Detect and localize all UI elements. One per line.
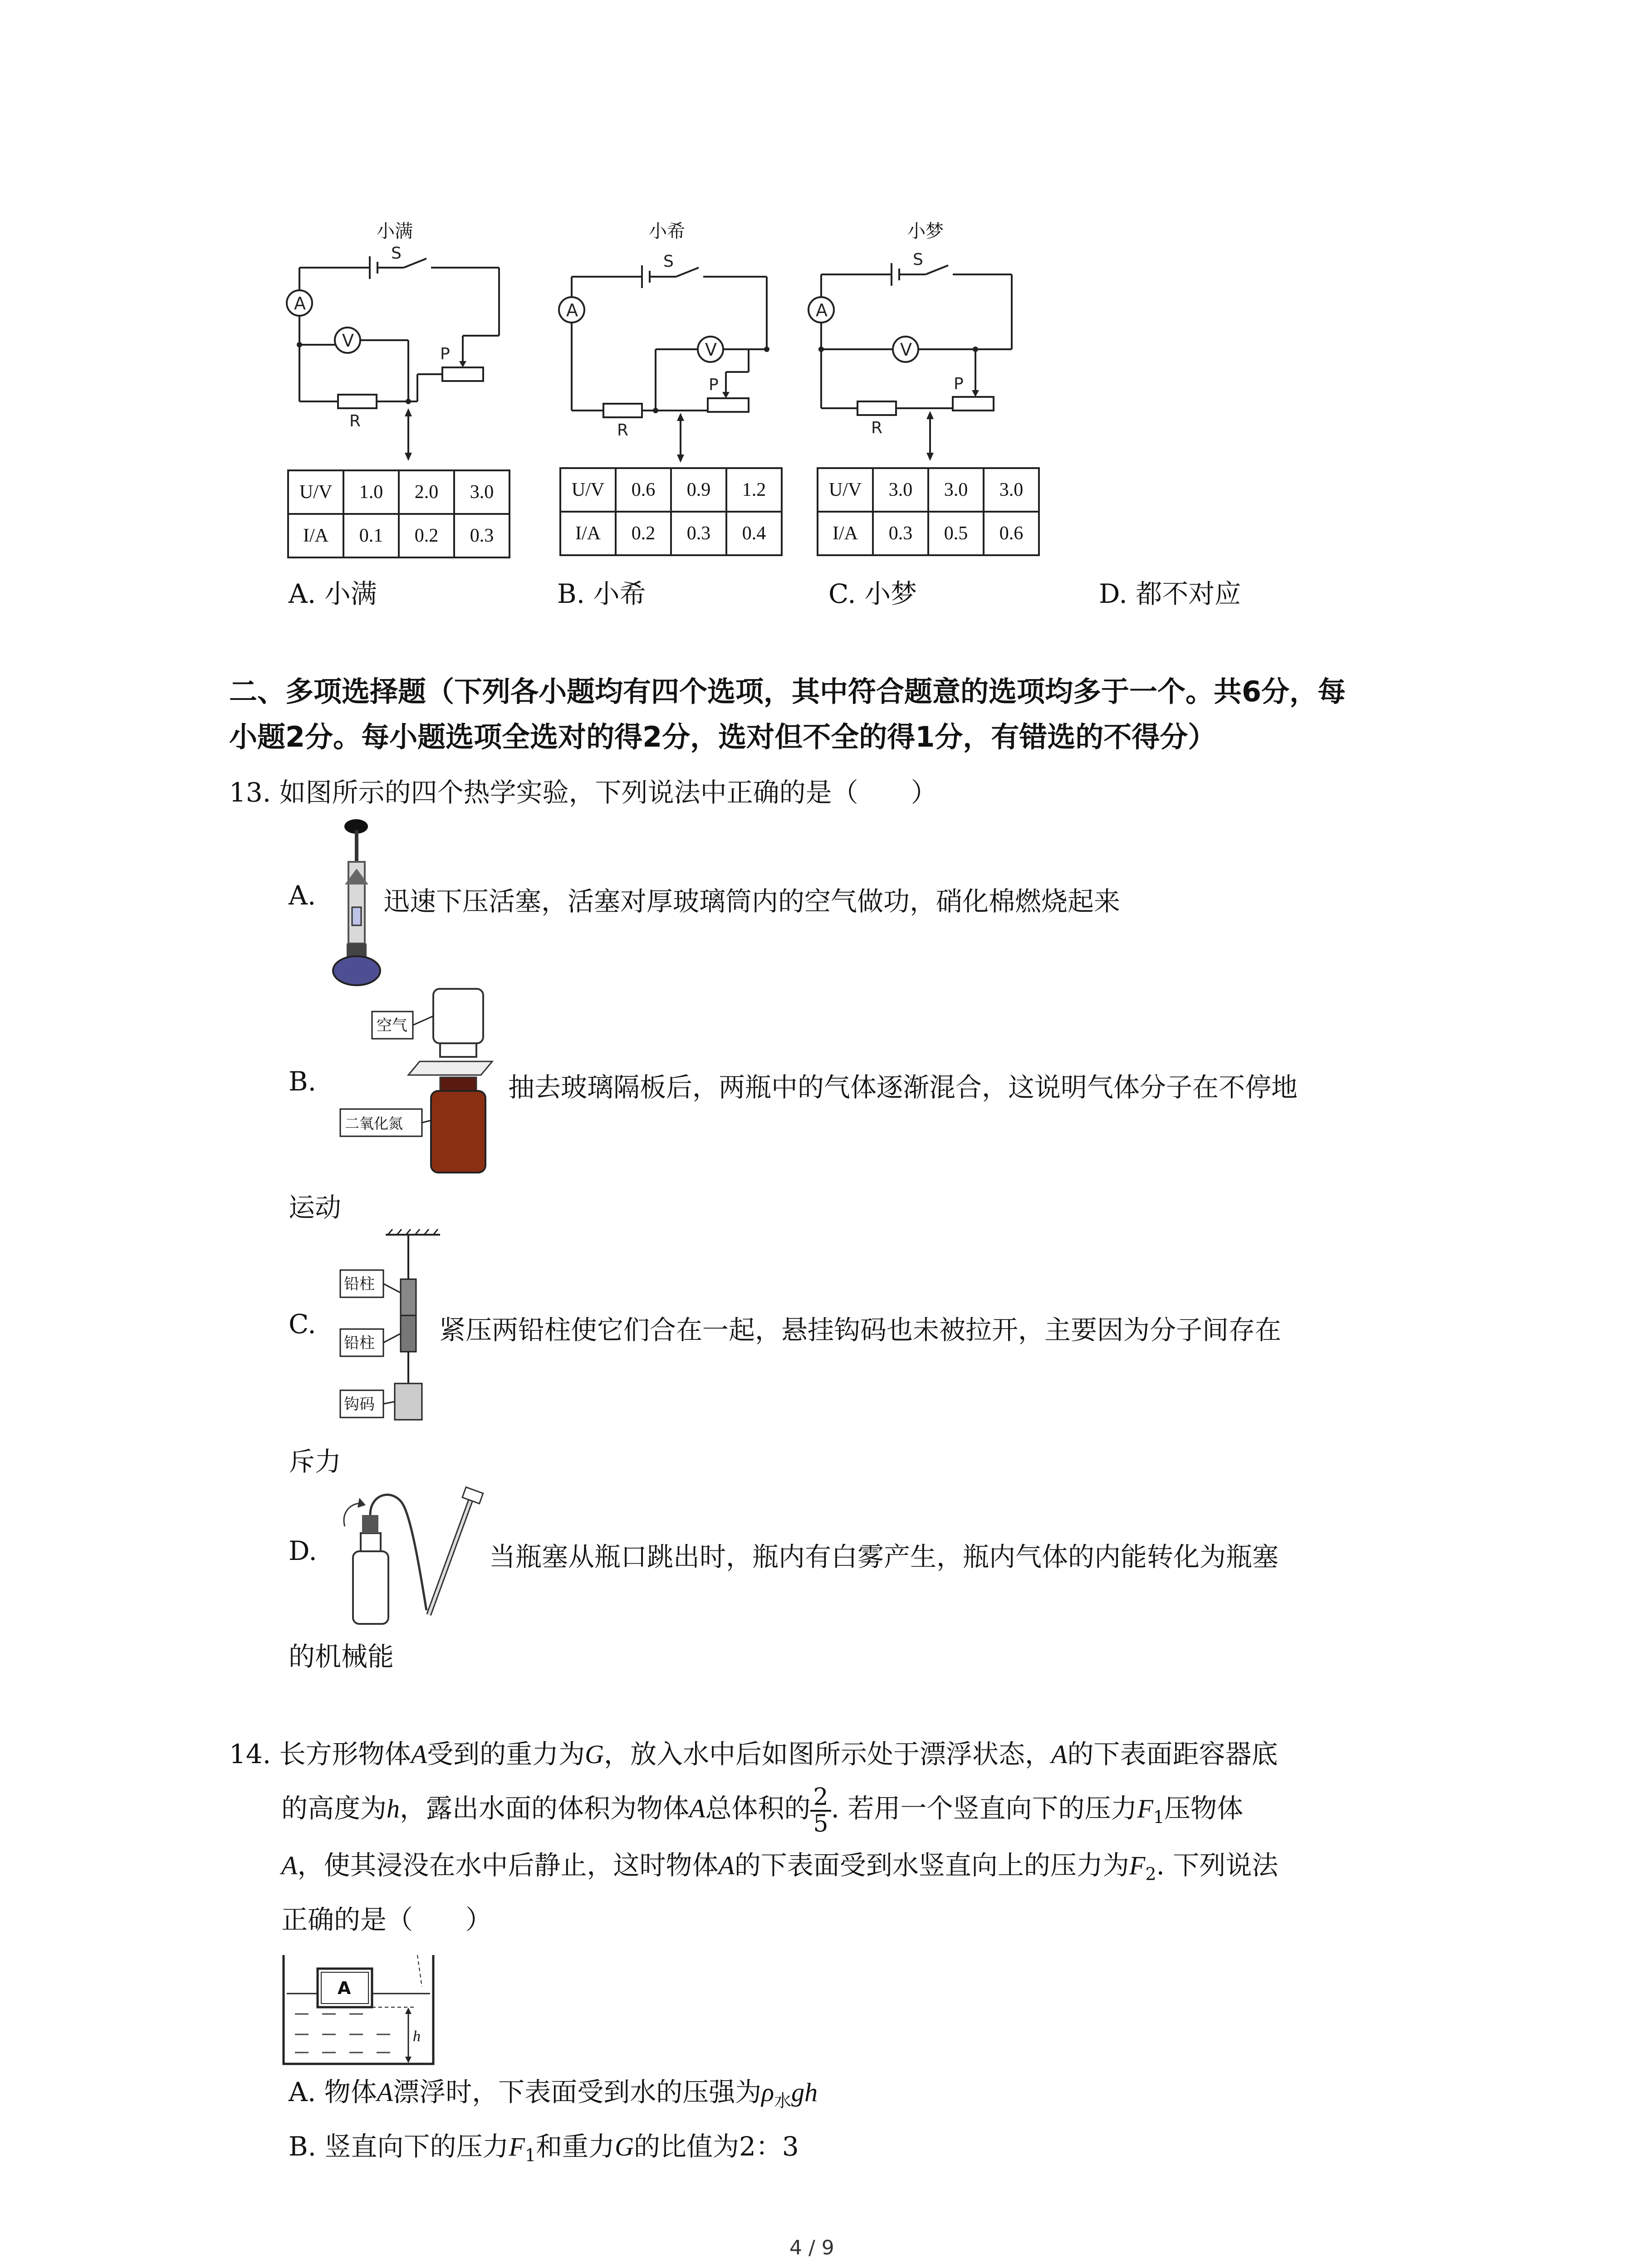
lead-label-1: 铅柱 <box>344 1275 375 1293</box>
q14-line1: 14. 长方形物体A受到的重力为G，放入水中后如图所示处于漂浮状态，A的下表面距容器底 <box>229 1739 1278 1769</box>
q13-stem: 13. 如图所示的四个热学实验，下列说法中正确的是（ ） <box>229 777 937 808</box>
svg-text:S: S <box>913 250 923 269</box>
gas-diffusion-illustration <box>331 984 490 1184</box>
q13-option-c-cont: 斥力 <box>289 1446 342 1477</box>
q14-option-b[interactable]: B. 竖直向下的压力$F_1$和重力G的比值为2：3 <box>289 2131 799 2165</box>
svg-text:V: V <box>705 340 717 360</box>
q14-line3: A，使其浸没在水中后静止，这时物体A的下表面受到水竖直向上的压力为$F_2$. 下列说法 <box>281 1850 1279 1884</box>
lead-cylinders-illustration <box>336 1229 449 1429</box>
ammeter-label: A <box>294 293 306 313</box>
circuit-2-name: 小希 <box>649 221 685 242</box>
block-label: A <box>338 1978 351 1998</box>
height-label: h <box>413 2028 421 2045</box>
fraction-two-fifths: $\frac{2}{5}$ <box>810 1785 831 1836</box>
svg-text:R: R <box>617 421 629 440</box>
q13-option-b-text: 抽去玻璃隔板后，两瓶中的气体逐渐混合，这说明气体分子在不停地 <box>508 1072 1298 1103</box>
weight-label: 钩码 <box>344 1395 375 1413</box>
svg-text:A: A <box>816 300 828 320</box>
switch-label: S <box>391 244 402 263</box>
q13-option-c-letter[interactable]: C. <box>289 1309 316 1339</box>
svg-text:R: R <box>871 419 883 437</box>
slider-label: P <box>440 345 450 363</box>
q13-option-a-letter[interactable]: A. <box>289 880 316 911</box>
resistor-label: R <box>349 412 361 430</box>
q13-option-d-text: 当瓶塞从瓶口跳出时，瓶内有白雾产生，瓶内气体的内能转化为瓶塞 <box>489 1541 1279 1572</box>
svg-text:S: S <box>663 252 674 271</box>
q12-option-b[interactable]: B. 小希 <box>557 578 646 609</box>
circuit-1-diagram <box>272 245 526 435</box>
q12-option-c[interactable]: C. 小梦 <box>828 578 917 609</box>
circuit-1-table: U/V 1.0 2.0 3.0 I/A 0.1 0.2 0.3 <box>287 469 510 558</box>
svg-text:P: P <box>954 375 964 393</box>
bottle-pump-illustration <box>336 1483 490 1633</box>
section2-title-line1: 二、多项选择题（下列各小题均有四个选项，其中符合题意的选项均多于一个。共6分，每 <box>229 675 1346 708</box>
q12-option-a[interactable]: A. 小满 <box>289 578 377 609</box>
q14-option-a[interactable]: A. 物体A漂浮时，下表面受到水的压强为$\rho_水gh$ <box>289 2077 818 2111</box>
svg-text:V: V <box>900 340 912 360</box>
q13-option-c-text: 紧压两铅柱使它们合在一起，悬挂钩码也未被拉开，主要因为分子间存在 <box>439 1315 1282 1345</box>
voltmeter-label: V <box>342 331 354 351</box>
q13-option-a-text: 迅速下压活塞，活塞对厚玻璃筒内的空气做功，硝化棉燃烧起来 <box>383 886 1121 917</box>
q12-option-d[interactable]: D. 都不对应 <box>1099 578 1241 609</box>
circuit-3-table: U/V 3.0 3.0 3.0 I/A 0.3 0.5 0.6 <box>817 467 1040 556</box>
q13-option-b-letter[interactable]: B. <box>289 1066 317 1097</box>
no2-label: 二氧化氮 <box>345 1115 403 1132</box>
circuit-3-name: 小梦 <box>907 221 944 242</box>
floating-block-diagram <box>281 1950 436 2068</box>
lead-label-2: 铅柱 <box>344 1334 375 1352</box>
svg-text:A: A <box>566 300 578 320</box>
svg-text:P: P <box>709 376 719 394</box>
page-number: 4 / 9 <box>789 2236 834 2259</box>
q14-line2: 的高度为h，露出水面的体积为物体A总体积的 $\frac{2}{5}$ . 若用一个竖直向下的压力$F_1$压物体 <box>281 1784 1244 1838</box>
air-label: 空气 <box>377 1017 407 1035</box>
q13-option-d-letter[interactable]: D. <box>289 1535 317 1566</box>
circuit-3-diagram <box>794 245 1048 435</box>
q14-line4: 正确的是（ ） <box>281 1904 492 1935</box>
circuit-2-diagram <box>544 245 798 440</box>
circuit-1-name: 小满 <box>377 221 413 242</box>
circuit-2-table: U/V 0.6 0.9 1.2 I/A 0.2 0.3 0.4 <box>559 467 783 556</box>
section2-title-line2: 小题2分。每小题选项全选对的得2分，选对但不全的得1分，有错选的不得分） <box>229 720 1216 753</box>
q13-option-b-cont: 运动 <box>289 1192 342 1223</box>
q13-option-d-cont: 的机械能 <box>289 1641 394 1672</box>
